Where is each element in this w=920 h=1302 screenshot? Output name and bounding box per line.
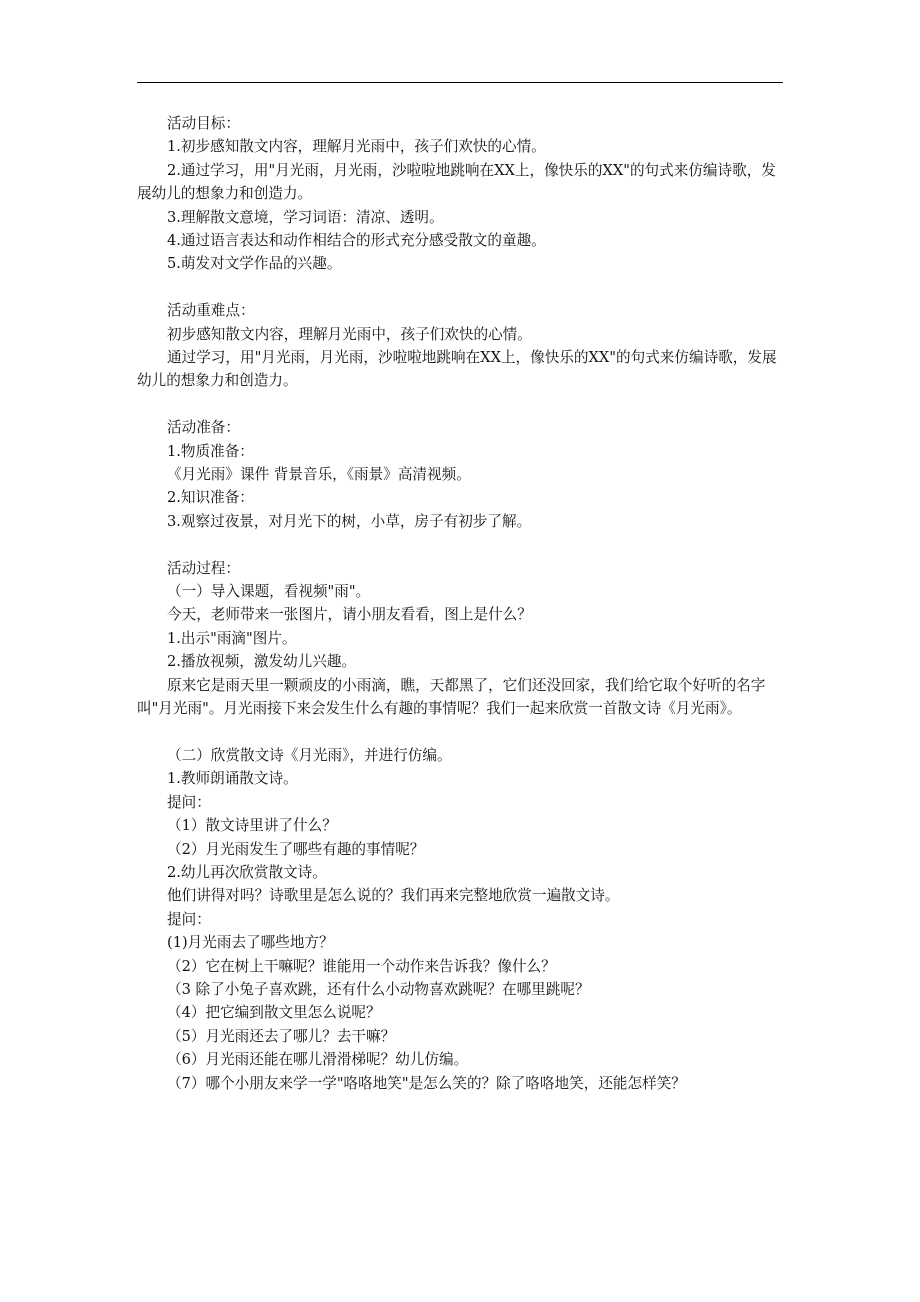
process-part2-line-4: （1）散文诗里讲了什么？ [167,817,337,835]
section-gap [137,533,787,556]
process-part2-line-15: （7）哪个小朋友来学一学"咯咯地笑"是怎么笑的？除了咯咯地笑，还能怎样笑？ [167,1074,686,1092]
process-heading: 活动过程： [167,559,240,577]
preparation-heading: 活动准备： [167,419,240,437]
process-part2-line-10: （2）它在树上干嘛呢？谁能用一个动作来告诉我？像什么？ [167,957,556,975]
process-part2-line-2: 1.教师朗诵散文诗。 [167,770,298,788]
process-part1-line-1: （一）导入课题，看视频"雨"。 [167,583,371,601]
process-part2-line-1: （二）欣赏散文诗《月光雨》，并进行仿编。 [167,746,452,764]
goal-item-2: 2.通过学习，用"月光雨，月光雨，沙啦啦地跳响在XX上，像快乐的XX"的句式来仿编诗歌，发展幼儿的想象力和创造力。 [137,161,776,203]
process-part2-line-5: （2）月光雨发生了哪些有趣的事情呢？ [167,840,425,858]
process-part2-line-3: 提问： [167,793,211,811]
process-part1-line-3: 1.出示"雨滴"图片。 [167,629,297,647]
preparation-item-3: 2.知识准备： [167,489,254,507]
process-part2-line-7: 他们讲得对吗？诗歌里是怎么说的？我们再来完整地欣赏一遍散文诗。 [167,887,620,905]
key-point-2: 通过学习，用"月光雨，月光雨，沙啦啦地跳响在XX上，像快乐的XX"的句式来仿编诗歌，发展幼儿的想象力和创造力。 [137,349,777,390]
process-part1-line-2: 今天，老师带来一张图片，请小朋友看看，图上是什么？ [167,606,532,624]
goal-item-4: 4.通过语言表达和动作相结合的形式充分感受散文的童趣。 [167,232,546,250]
process-part2-line-14: （6）月光雨还能在哪儿滑滑梯呢？幼儿仿编。 [167,1051,469,1069]
process-part2-line-8: 提问： [167,910,211,928]
document-body [137,112,787,1095]
preparation-item-4: 3.观察过夜景，对月光下的树，小草，房子有初步了解。 [167,512,532,530]
goals-heading: 活动目标： [167,115,240,132]
section-gap [137,721,787,744]
preparation-item-1: 1.物质准备： [167,442,254,460]
process-part2-line-6: 2.幼儿再次欣赏散文诗。 [167,863,327,881]
key-points-heading: 活动重难点： [167,302,255,320]
key-point-1: 初步感知散文内容，理解月光雨中，孩子们欢快的心情。 [167,325,532,343]
header-rule [137,82,783,83]
goal-item-1: 1.初步感知散文内容，理解月光雨中，孩子们欢快的心情。 [167,138,546,156]
process-part2-line-12: （4）把它编到散文里怎么说呢？ [167,1004,381,1022]
process-part2-line-9: (1)月光雨去了哪些地方？ [167,934,334,952]
process-part2-line-13: （5）月光雨还去了哪儿？去干嘛？ [167,1027,396,1045]
section-gap [137,276,787,299]
section-gap [137,393,787,416]
preparation-item-2: 《月光雨》课件 背景音乐，《雨景》高清视频。 [167,466,471,484]
process-part2-line-11: （3 除了小兔子喜欢跳，还有什么小动物喜欢跳呢？在哪里跳呢？ [167,980,590,998]
goal-item-3: 3.理解散文意境，学习词语：清凉、透明。 [167,208,444,226]
goal-item-5: 5.萌发对文学作品的兴趣。 [167,255,342,273]
process-part1-line-5: 原来它是雨天里一颗顽皮的小雨滴，瞧，天都黑了，它们还没回家，我们给它取个好听的名字叫"月光雨"。月光雨接下来会发生什么有趣的事情呢？我们一起来欣赏一首散文诗《月光雨》。 [137,676,766,718]
process-part1-line-4: 2.播放视频，激发幼儿兴趣。 [167,653,357,671]
